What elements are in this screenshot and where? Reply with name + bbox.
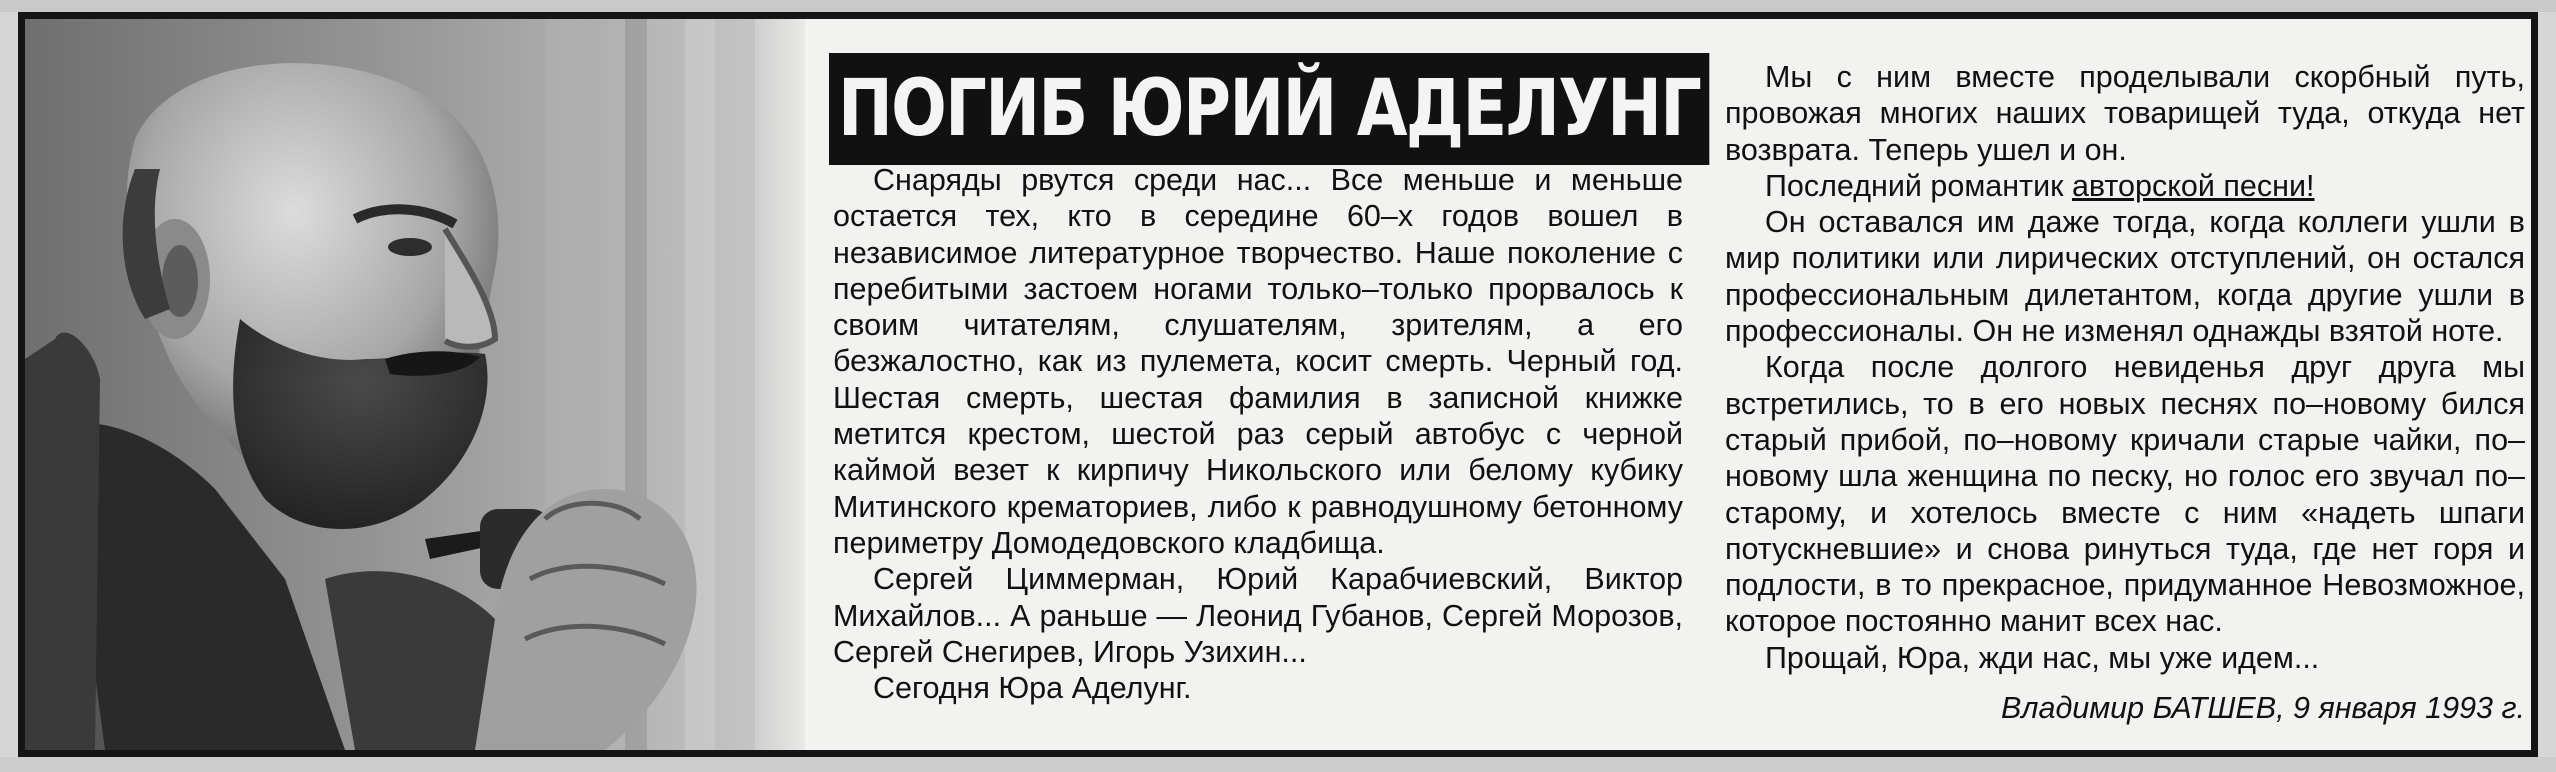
portrait-photo-image — [25, 19, 755, 750]
paragraph: Он оставался им даже тогда, когда коллеги ушли в мир политики или лирических отступлений, он остался профессиональным дилетантом, когда другие ушли в профессионалы. Он не изменял однажды взятой ноте. — [1725, 205, 2525, 349]
article-column-1 — [833, 162, 1683, 706]
paragraph: Мы с ним вместе проделывали скорбный путь, провожая многих наших товарищей туда, откуда нет возврата. Теперь ушел и он. — [1725, 60, 2525, 167]
paragraph: Снаряды рвутся среди нас... Все меньше и меньше остается тех, кто в середине 60–х годов вошел в независимое литературное творчество. Наше поколение с перебитыми застоем ногами только–только прорвалось к своим читателям, слушателям, зрителям, а его безжалостно, как из пулемета, косит смерть. Черный год. Шестая смерть, шестая фамилия в записной книжке метится крестом, шестой раз серый автобус с черной каймой везет к кирпичу Никольского или белому кубику Митинского крематориев, либо к равнодушному бетонному периметру Домодедовского кладбища. — [833, 163, 1683, 560]
article-column-2 — [1725, 59, 2525, 726]
paragraph-romantic — [1725, 168, 2525, 204]
newsprint-margin-bottom — [0, 757, 2556, 772]
portrait-photo — [25, 19, 755, 750]
paragraph-romantic-prefix: Последний романтик — [1765, 168, 2072, 203]
article-frame — [18, 12, 2538, 757]
paragraph: Когда после долгого невиденья друг друга мы встретились, то в его новых песнях по–новому бился старый прибой, по–новому кричали старые чайки, по–новому шла женщина по песку, но голос его звучал по–старому, и хотелось вместе с ним «надеть шпаги потускневшие» и снова ринуться туда, где нет горя и подлости, в то прекрасное, придуманное Невозможное, которое постоянно манит всех нас. — [1725, 350, 2525, 639]
newsprint-margin-top — [0, 0, 2556, 12]
photo-text-gutter — [755, 19, 805, 750]
paragraph: Сергей Циммерман, Юрий Карабчиевский, Виктор Михайлов... А раньше — Леонид Губанов, Сергей Морозов, Сергей Снегирев, Игорь Узихин... — [833, 562, 1683, 669]
paragraph: Прощай, Юра, жди нас, мы уже идем... — [1765, 640, 2320, 675]
paragraph: Сегодня Юра Аделунг. — [873, 671, 1192, 706]
article-headline: ПОГИБ ЮРИЙ АДЕЛУНГ — [829, 53, 1709, 165]
underlined-phrase: авторской песни! — [2071, 168, 2315, 203]
author-signature: Владимир БАТШЕВ, 9 января 1993 г. — [2000, 691, 2525, 726]
